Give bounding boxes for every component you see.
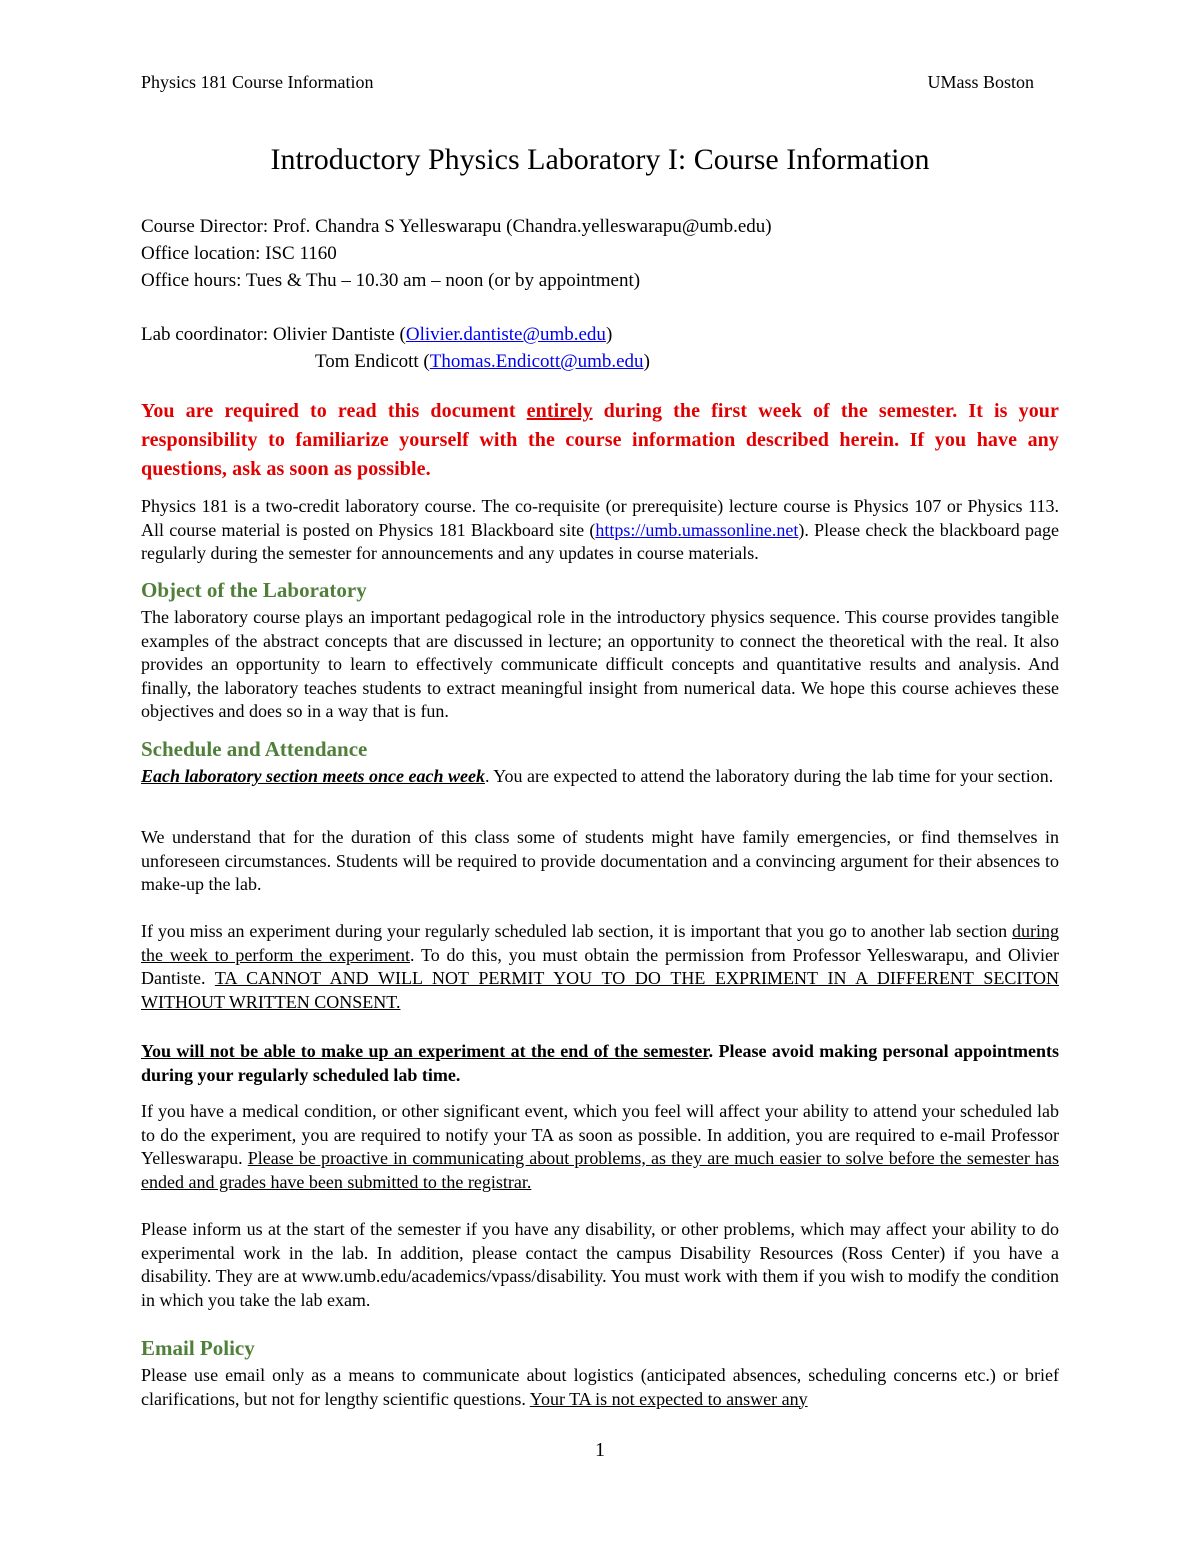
intro-text-2: ). Please check the blackboard page regularly during the semester for announcements and any updates in course materials.: [141, 519, 1059, 563]
header-left: Physics 181 Course Information: [141, 72, 374, 92]
page-number: 1: [595, 1439, 605, 1461]
p3-text-b: . To do this, you must obtain the permission from Professor Yelleswarapu, and Olivier Dantiste.: [141, 944, 1059, 988]
course-director: Course Director: Prof. Chandra S Yelleswarapu (Chandra.yelleswarapu@umb.edu): [141, 216, 772, 237]
lab-coordinator-label: Lab coordinator: Olivier Dantiste (: [141, 324, 406, 345]
office-hours: Office hours: Tues & Thu – 10.30 am – noon (or by appointment): [141, 270, 641, 291]
second-coordinator-name: Tom Endicott (: [315, 351, 430, 372]
schedule-paragraph-3: [141, 920, 1059, 1014]
object-paragraph: The laboratory course plays an important pedagogical role in the introductory physics sequence. This course provides tangible examples of the abstract concepts that are discussed in lecture; an opportunity to connect the theoretical with the real. It also provides an opportunity to learn to effectively communicate difficult concepts and quantitative results and analysis. And finally, the laboratory teaches students to extract meaningful insight from numerical data. We hope this course achieves these objectives and does so in a way that is fun.: [141, 607, 1059, 721]
header-right: UMass Boston: [927, 72, 1034, 92]
close-paren: ): [643, 351, 650, 372]
contact-block: [141, 213, 1059, 375]
schedule-heading: Schedule and Attendance: [141, 737, 368, 761]
email-underline: Your TA is not expected to answer any: [529, 1388, 808, 1409]
page-title: Introductory Physics Laboratory I: Course Information: [270, 143, 930, 176]
p5-text: If you have a medical condition, or other significant event, which you feel will affect your ability to attend your scheduled lab to do the experiment, you are required to notify your TA as soon as possible. In addition, you are required to e-mail Professor Yelleswarapu.: [141, 1101, 1059, 1168]
schedule-paragraph-5: [141, 1100, 1059, 1194]
email-heading: Email Policy: [141, 1336, 255, 1360]
p4-underline: You will not be able to make up an experiment at the end of the semester: [141, 1041, 709, 1061]
object-heading: Object of the Laboratory: [141, 578, 367, 602]
second-coordinator-line: [141, 348, 1059, 375]
schedule-emphasis: Each laboratory section meets once each week: [141, 766, 485, 786]
p3-underline: during the week to perform the experiment: [141, 921, 1059, 965]
p5-underline: Please be proactive in communicating about problems, as they are much easier to solve before the semester has ended and grades have been submitted to the registrar.: [141, 1148, 1060, 1192]
lab-coordinator-line: [141, 321, 1059, 348]
schedule-paragraph-2: We understand that for the duration of this class some of students might have family emergencies, or find themselves in unforeseen circumstances. Students will be required to provide documentation and a convincing argument for their absences to make-up the lab.: [141, 827, 1059, 894]
schedule-paragraph-1: [141, 765, 1059, 789]
email-paragraph: [141, 1364, 1059, 1411]
close-paren: ): [605, 324, 613, 345]
warning-text-2: during the first week of the semester. It is your responsibility to familiarize yourself with the course information described herein. If you have any questions, ask as soon as possible.: [141, 400, 1059, 480]
intro-text-1: Physics 181 is a two-credit laboratory course. The co-requisite (or prerequisite) lecture course is Physics 107 or Physics 113. All course material is posted on Physics 181 Blackboard site (: [141, 496, 1059, 540]
email-text: Please use email only as a means to communicate about logistics (anticipated absences, scheduling concerns etc.) or brief clarifications, but not for lengthy scientific questions.: [141, 1365, 1059, 1409]
blackboard-link[interactable]: https://umb.umassonline.net: [595, 519, 799, 540]
schedule-paragraph-6: Please inform us at the start of the semester if you have any disability, or other problems, which may affect your ability to do experimental work in the lab. In addition, please contact the campus Disability Resources (Ross Center) if you have a disability. They are at www.umb.edu/academics/vpass/disability. You must work with them if you wish to modify the condition in which you take the lab exam.: [141, 1219, 1059, 1310]
warning-text-1: You are required to read this document: [141, 400, 527, 422]
intro-paragraph: [141, 495, 1059, 566]
lab-coordinator-email-link[interactable]: Olivier.dantiste@umb.edu: [405, 324, 606, 345]
office-location: Office location: ISC 1160: [141, 243, 337, 264]
warning-emphasis: entirely: [526, 400, 593, 422]
p3-text-a: If you miss an experiment during your regularly scheduled lab section, it is important that you go to another lab section: [141, 921, 1012, 941]
required-reading-warning: [141, 397, 1059, 484]
schedule-paragraph-4: [141, 1040, 1059, 1087]
schedule-text-1: . You are expected to attend the laboratory during the lab time for your section.: [484, 766, 1054, 786]
p4-text: . Please avoid making personal appointments during your regularly scheduled lab time.: [141, 1041, 1059, 1085]
second-coordinator-email-link[interactable]: Thomas.Endicott@umb.edu: [429, 351, 644, 372]
p3-consent-warning: TA CANNOT AND WILL NOT PERMIT YOU TO DO THE EXPRIMENT IN A DIFFERENT SECITON WITHOUT WRITTEN CONSENT.: [141, 968, 1059, 1012]
